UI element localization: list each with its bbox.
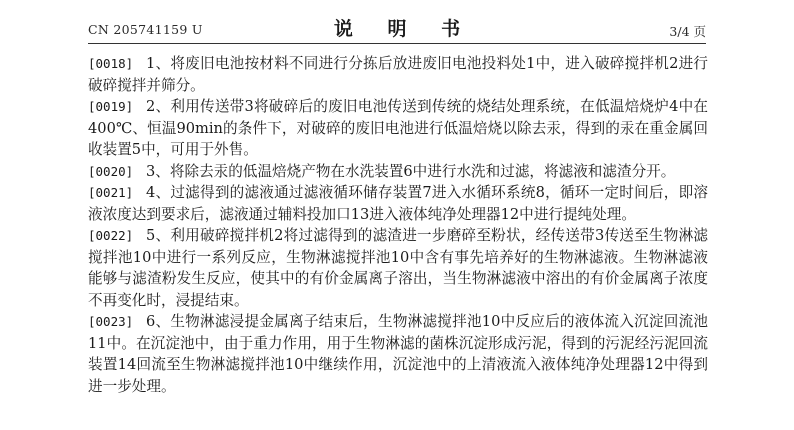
patent-number: CN 205741159 U — [88, 22, 203, 37]
document-title: 说 明 书 — [333, 18, 475, 40]
paragraph-number: [0020] — [88, 163, 134, 179]
header-rule — [88, 43, 706, 44]
paragraph-number: [0023] — [88, 314, 134, 329]
paragraph-number: [0021] — [88, 185, 134, 200]
paragraph-number: [0019] — [88, 99, 134, 114]
paragraph — [88, 225, 708, 311]
paragraph — [88, 96, 708, 161]
page-header — [88, 14, 706, 40]
paragraph-number: [0022] — [88, 228, 134, 243]
paragraph-text: 3、将除去汞的低温焙烧产物在水洗装置6中进行水洗和过滤，将滤液和滤渣分开。 — [146, 162, 676, 180]
document-body — [88, 53, 708, 397]
paragraph — [88, 53, 708, 96]
paragraph-text: 1、将废旧电池按材料不同进行分拣后放进废旧电池投料处1中，进入破碎搅拌机2进行破碎搅拌并筛分。 — [88, 55, 708, 94]
paragraph-text: 2、利用传送带3将破碎后的废旧电池传送到传统的烧结处理系统，在低温焙烧炉4中在400℃、恒温90min的条件下，对破碎的废旧电池进行低温焙烧以除去汞，得到的汞在重金属回收装置5中，可用于外售。 — [88, 98, 708, 158]
paragraph — [88, 182, 708, 225]
paragraph-number: [0018] — [88, 56, 134, 71]
page-indicator: 3/4 页 — [669, 24, 706, 39]
paragraph — [88, 161, 708, 183]
paragraph-text: 6、生物淋滤浸提金属离子结束后，生物淋滤搅拌池10中反应后的液体流入沉淀回流池11中。在沉淀池中，由于重力作用，用于生物淋滤的菌株沉淀形成污泥，得到的污泥经污泥回流装置14回流至生物淋滤搅拌池10中继续作用，沉淀池中的上清液流入液体纯净处理器12中得到进一步处理。 — [88, 313, 708, 395]
paragraph-text: 4、过滤得到的滤液通过滤液循环储存装置7进入水循环系统8，循环一定时间后，即溶液浓度达到要求后，滤液通过辅料投加口13进入液体纯净处理器12中进行提纯处理。 — [88, 184, 708, 223]
paragraph — [88, 311, 708, 397]
paragraph-text: 5、利用破碎搅拌机2将过滤得到的滤渣进一步磨碎至粉状，经传送带3传送至生物淋滤搅拌池10中进行一系列反应，生物淋滤搅拌池10中含有事先培养好的生物淋滤液。生物淋滤液能够与滤渣粉发生反应，使其中的有价金属离子溶出，当生物淋滤液中溶出的有价金属离子浓度不再变化时，浸提结束。 — [88, 227, 708, 309]
